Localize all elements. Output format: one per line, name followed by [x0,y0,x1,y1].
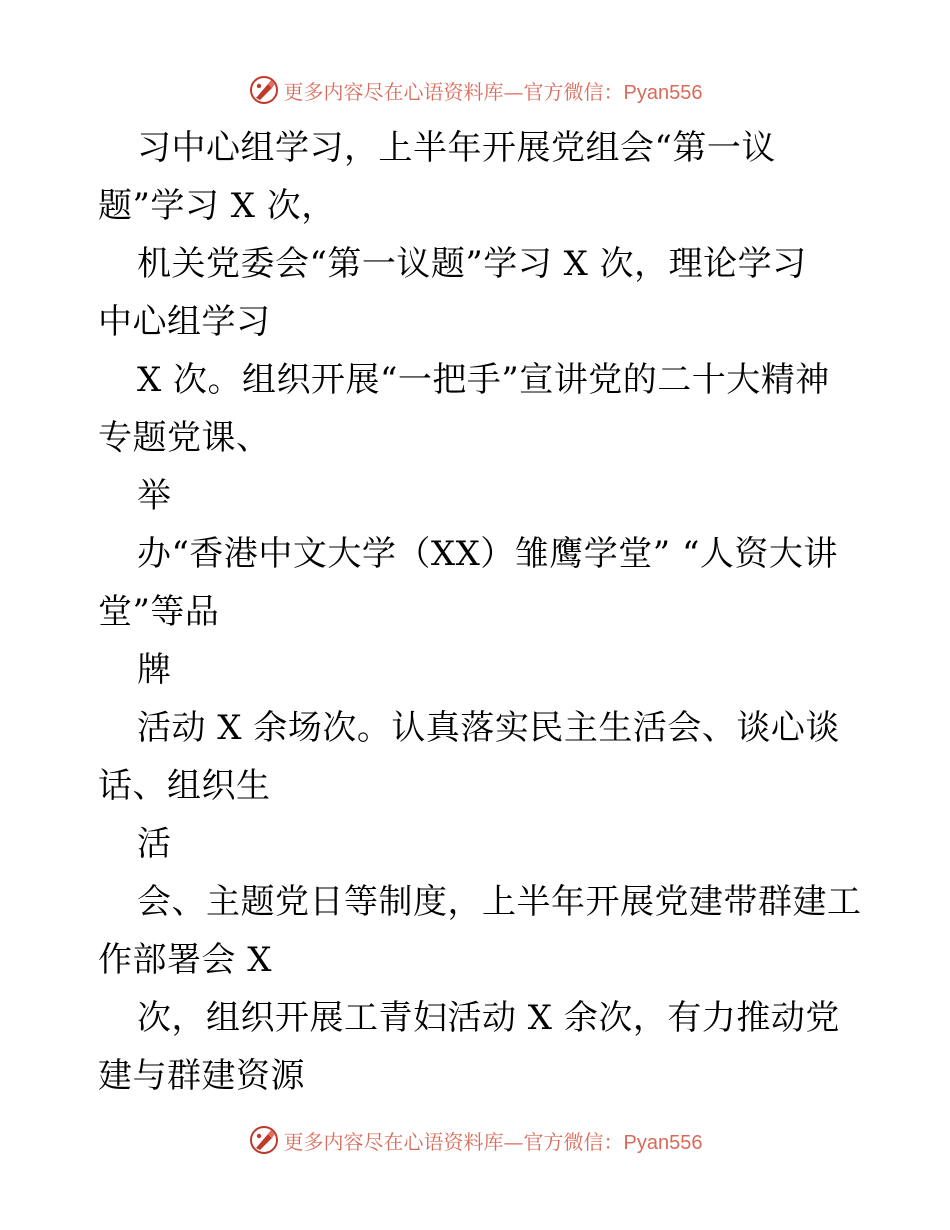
text-line: 办“香港中文大学（XX）雏鹰学堂” “人资大讲 [137,534,838,574]
text-line: 话、组织生 [98,766,271,806]
text-line: 建与群建资源 [98,1056,305,1096]
text-line: 专题党课、 [98,418,271,458]
text-line: 中心组学习 [98,302,271,342]
text-line: 次，组织开展工青妇活动 X 余次，有力推动党 [137,998,840,1038]
text-line: 会、主题党日等制度，上半年开展党建带群建工 [137,882,862,922]
pen-seal-logo-icon [248,1124,280,1156]
text-line: X 次。组织开展“一把手”宣讲党的二十大精神 [137,360,830,400]
text-line: 举 [137,476,172,516]
text-line: 堂”等品 [98,592,220,632]
watermark-banner-bottom [0,1120,950,1160]
text-line: 牌 [137,650,172,690]
watermark-text: 更多内容尽在心语资料库—官方微信：Pyan556 [283,1129,703,1154]
text-line: 机关党委会“第一议题”学习 X 次，理论学习 [137,244,807,284]
text-line: 活动 X 余场次。认真落实民主生活会、谈心谈 [137,708,840,748]
text-line: 习中心组学习，上半年开展党组会“第一议 [137,128,776,168]
text-line: 题”学习 X 次， [98,186,336,226]
text-line: 作部署会 X [98,940,273,980]
watermark-text: 更多内容尽在心语资料库—官方微信：Pyan556 [283,79,703,104]
text-line: 活 [137,824,172,864]
